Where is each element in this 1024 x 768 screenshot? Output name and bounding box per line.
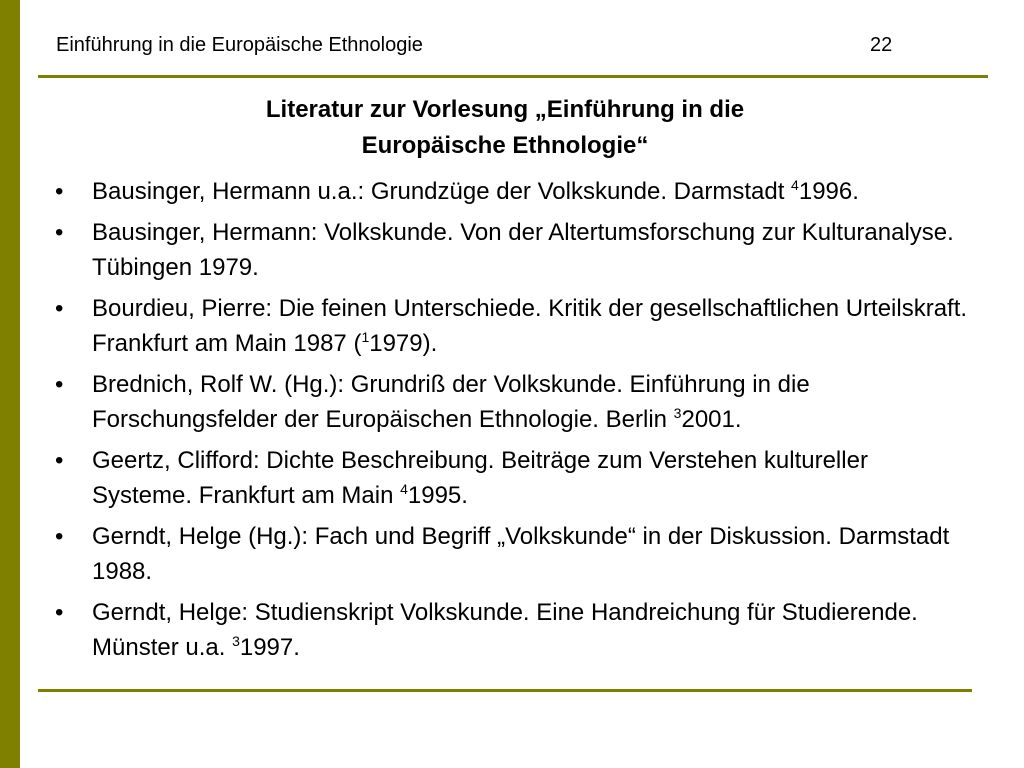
- header-divider: [38, 75, 988, 78]
- bibliography-item-year: 1997.: [239, 634, 300, 661]
- sidebar-accent-bar: [0, 0, 20, 768]
- edition-superscript: 1: [361, 329, 370, 345]
- bibliography-item-year: 1996.: [798, 178, 859, 205]
- bibliography-item: [55, 215, 972, 285]
- bibliography-item-year: 1995.: [407, 482, 468, 509]
- bullet-icon: •: [55, 599, 64, 626]
- bibliography-item-text: Bourdieu, Pierre: Die feinen Unterschiede. Kritik der gesellschaftlichen Urteilskraft. Frankfurt am Main 1987 (: [92, 295, 968, 357]
- bibliography-item-text: Bausinger, Hermann: Volkskunde. Von der Altertumsforschung zur Kulturanalyse. Tübingen 1979.: [92, 219, 954, 281]
- bibliography-item-text: Brednich, Rolf W. (Hg.): Grundriß der Volkskunde. Einführung in die Forschungsfelder der Europäischen Ethnologie. Berlin: [92, 371, 810, 433]
- bibliography-item-year: 2001.: [681, 406, 742, 433]
- bullet-icon: •: [55, 178, 64, 205]
- bibliography-item-text: Gerndt, Helge: Studienskript Volkskunde. Eine Handreichung für Studierende. Münster u.a.: [92, 599, 918, 661]
- bibliography-item-text: Gerndt, Helge (Hg.): Fach und Begriff „Volkskunde“ in der Diskussion. Darmstadt 1988.: [92, 523, 950, 585]
- bibliography-item-year: 1979).: [369, 330, 438, 357]
- slide-title-line-2: Europäische Ethnologie“: [361, 132, 649, 159]
- bibliography-list: [55, 174, 972, 671]
- bullet-icon: •: [55, 523, 64, 550]
- bibliography-item: [55, 595, 972, 665]
- header-title: Einführung in die Europäische Ethnologie: [56, 34, 423, 56]
- bullet-icon: •: [55, 371, 64, 398]
- edition-superscript: 3: [232, 633, 240, 649]
- bibliography-item-text: Bausinger, Hermann u.a.: Grundzüge der Volkskunde. Darmstadt: [92, 178, 792, 205]
- edition-superscript: 4: [791, 177, 799, 193]
- edition-superscript: 4: [400, 481, 408, 497]
- slide-title: [60, 92, 950, 164]
- bibliography-item-text: Geertz, Clifford: Dichte Beschreibung. Beiträge zum Verstehen kultureller Systeme. Frankfurt am Main: [92, 447, 868, 509]
- footer-divider: [38, 689, 972, 692]
- bullet-icon: •: [55, 219, 64, 246]
- bullet-icon: •: [55, 295, 64, 322]
- bullet-icon: •: [55, 447, 64, 474]
- bibliography-item: [55, 443, 972, 513]
- bibliography-item: [55, 519, 972, 589]
- bibliography-item: [55, 174, 972, 209]
- bibliography-item: [55, 367, 972, 437]
- bibliography-item: [55, 291, 972, 361]
- edition-superscript: 3: [673, 405, 682, 421]
- slide-title-line-1: Literatur zur Vorlesung „Einführung in die: [265, 96, 745, 123]
- page-number: 22: [870, 34, 893, 56]
